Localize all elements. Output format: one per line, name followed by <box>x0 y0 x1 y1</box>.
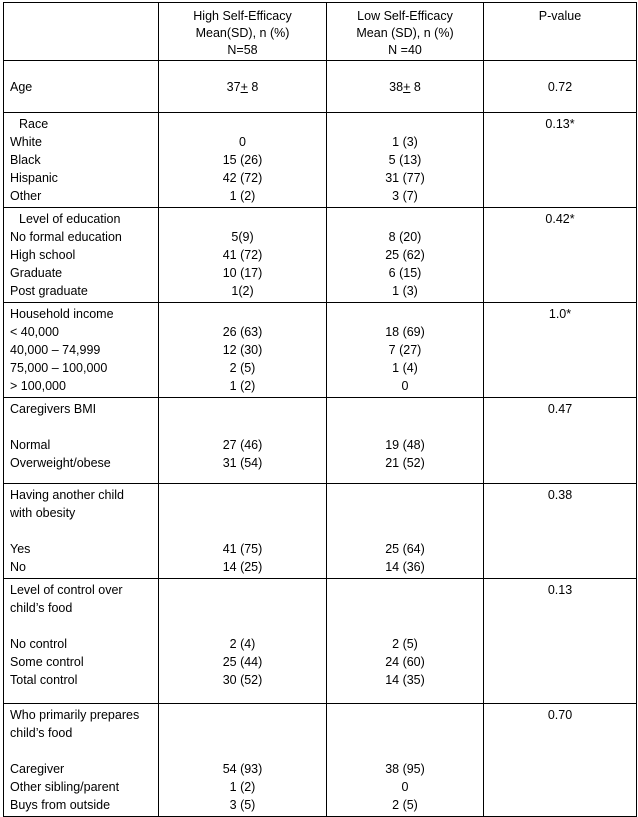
income-labels: Household income < 40,000 40,000 – 74,999 75,000 – 100,000 > 100,000 <box>4 303 159 398</box>
race-labels: Race White Black Hispanic Other <box>4 113 159 208</box>
income-row <box>4 303 637 398</box>
income-p-value: 1.0* <box>484 303 637 398</box>
age-low: 38+ 8 <box>327 61 484 113</box>
another-child-low: 25 (64) 14 (36) <box>327 484 484 579</box>
another-child-high: 41 (75) 14 (25) <box>159 484 327 579</box>
control-low: 2 (5) 24 (60) 14 (35) <box>327 579 484 704</box>
control-high: 2 (4) 25 (44) 30 (52) <box>159 579 327 704</box>
prepares-labels: Who primarily prepares child’s food Caregiver Other sibling/parent Buys from outside <box>4 704 159 817</box>
control-row <box>4 579 637 704</box>
header-blank <box>4 3 159 61</box>
prepares-high: 54 (93) 1 (2) 3 (5) <box>159 704 327 817</box>
education-high: 5(9) 41 (72) 10 (17) 1(2) <box>159 208 327 303</box>
another-child-row <box>4 484 637 579</box>
bmi-high: 27 (46) 31 (54) <box>159 398 327 484</box>
header-low-self-efficacy: Low Self-Efficacy Mean (SD), n (%) N =40 <box>327 3 484 61</box>
education-p-value: 0.42* <box>484 208 637 303</box>
education-title: Level of education <box>19 212 121 226</box>
race-low: 1 (3) 5 (13) 31 (77) 3 (7) <box>327 113 484 208</box>
age-high: 37+ 8 <box>159 61 327 113</box>
prepares-p-value: 0.70 <box>484 704 637 817</box>
bmi-title: Caregivers BMI <box>10 402 97 416</box>
bmi-p-value: 0.47 <box>484 398 637 484</box>
bmi-row <box>4 398 637 484</box>
age-p-value: 0.72 <box>484 61 637 113</box>
race-title: Race <box>19 117 49 131</box>
prepares-row <box>4 704 637 817</box>
education-low: 8 (20) 25 (62) 6 (15) 1 (3) <box>327 208 484 303</box>
education-row <box>4 208 637 303</box>
income-title: Household income <box>10 307 114 321</box>
income-low: 18 (69) 7 (27) 1 (4) 0 <box>327 303 484 398</box>
another-child-p-value: 0.38 <box>484 484 637 579</box>
age-row <box>4 61 637 113</box>
another-child-labels: Having another child with obesity Yes No <box>4 484 159 579</box>
control-labels: Level of control over child’s food No control Some control Total control <box>4 579 159 704</box>
control-p-value: 0.13 <box>484 579 637 704</box>
income-high: 26 (63) 12 (30) 2 (5) 1 (2) <box>159 303 327 398</box>
demographics-table <box>3 2 637 817</box>
header-high-self-efficacy: High Self-Efficacy Mean(SD), n (%) N=58 <box>159 3 327 61</box>
race-row <box>4 113 637 208</box>
race-high: 0 15 (26) 42 (72) 1 (2) <box>159 113 327 208</box>
bmi-low: 19 (48) 21 (52) <box>327 398 484 484</box>
race-p-value: 0.13* <box>484 113 637 208</box>
prepares-low: 38 (95) 0 2 (5) <box>327 704 484 817</box>
age-label: Age <box>4 61 159 113</box>
header-row <box>4 3 637 61</box>
header-p-value: P-value <box>484 3 637 61</box>
education-labels: Level of education No formal education High school Graduate Post graduate <box>4 208 159 303</box>
bmi-labels: Caregivers BMI Normal Overweight/obese <box>4 398 159 484</box>
